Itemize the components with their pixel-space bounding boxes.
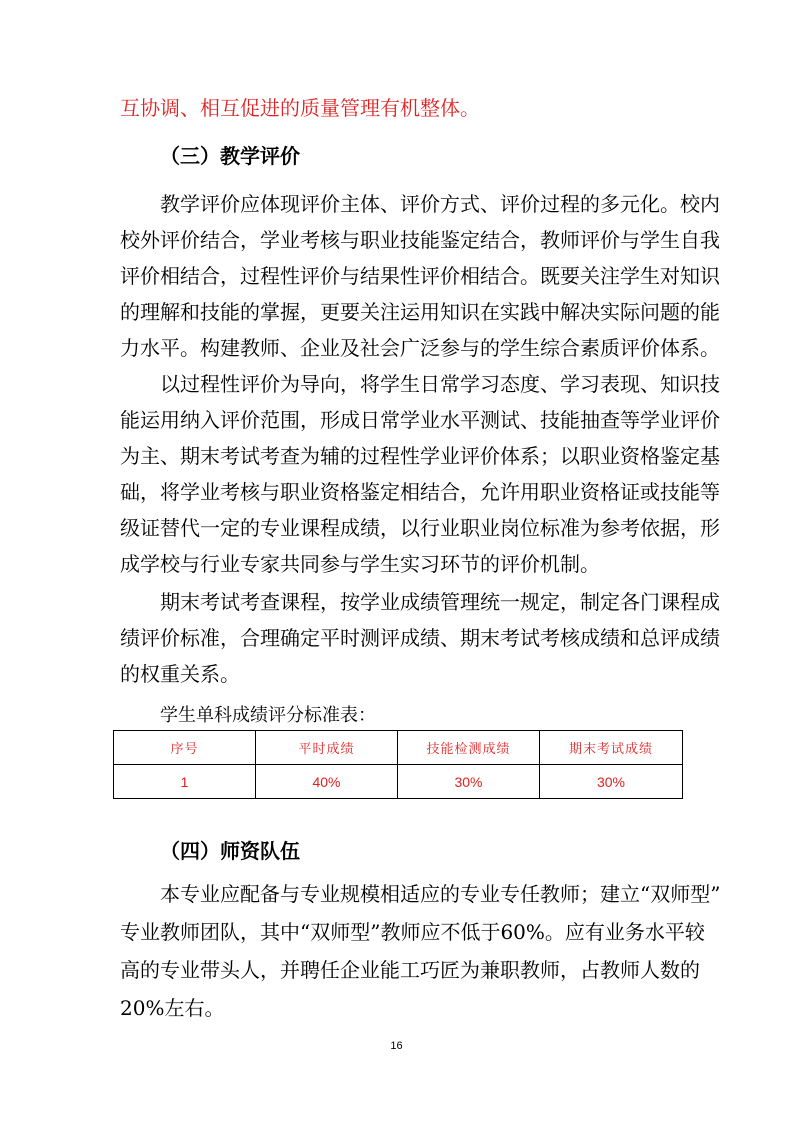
table-cell: 40%	[256, 765, 398, 799]
paragraph-line: 以过程性评价为导向，将学生日常学习态度、学习表现、知识技	[160, 372, 720, 396]
table-caption: 学生单科成绩评分标准表：	[160, 705, 376, 726]
table-cell: 30%	[398, 765, 540, 799]
paragraph-line: 力水平。构建教师、企业及社会广泛参与的学生综合素质评价体系。	[120, 336, 720, 360]
header-cell-final: 期末考试成绩	[540, 731, 683, 765]
table-cell: 30%	[540, 765, 683, 799]
paragraph-line: 能运用纳入评价范围，形成日常学业水平测试、技能抽查等学业评价	[120, 408, 720, 432]
paragraph-line: 的权重关系。	[120, 662, 240, 686]
intro-red-line: 互协调、相互促进的质量管理有机整体。	[120, 96, 480, 120]
paragraph-line: 的理解和技能的掌握，更要关注运用知识在实践中解决实际问题的能	[120, 300, 720, 324]
paragraph-line: 校外评价结合，学业考核与职业技能鉴定结合，教师评价与学生自我	[120, 228, 720, 252]
header-cell-skill: 技能检测成绩	[398, 731, 540, 765]
section3-heading: （三）教学评价	[160, 144, 300, 168]
table-cell: 1	[114, 765, 256, 799]
paragraph-line: 专业教师团队，其中“双师型”教师应不低于60%。应有业务水平较	[120, 920, 705, 944]
paragraph-line: 20%左右。	[120, 996, 225, 1020]
paragraph-line: 级证替代一定的专业课程成绩，以行业职业岗位标准为参考依据，形	[120, 516, 720, 540]
table-row	[114, 765, 683, 799]
header-cell-daily: 平时成绩	[256, 731, 398, 765]
paragraph-line: 高的专业带头人，并聘任企业能工巧匠为兼职教师，占教师人数的	[120, 958, 700, 982]
paragraph-line: 评价相结合，过程性评价与结果性评价相结合。既要关注学生对知识	[120, 264, 720, 288]
paragraph-line: 期末考试考查课程，按学业成绩管理统一规定，制定各门课程成	[160, 590, 720, 614]
paragraph-line: 教学评价应体现评价主体、评价方式、评价过程的多元化。校内	[160, 192, 720, 216]
paragraph-line: 成学校与行业专家共同参与学生实习环节的评价机制。	[120, 552, 600, 576]
grade-standard-table	[113, 730, 683, 799]
table-header-row	[114, 731, 683, 765]
paragraph-line: 为主、期末考试考查为辅的过程性学业评价体系；以职业资格鉴定基	[120, 444, 720, 468]
paragraph-line: 绩评价标准，合理确定平时测评成绩、期末考试考核成绩和总评成绩	[120, 626, 720, 650]
page-number: 16	[390, 1040, 403, 1052]
paragraph-line: 础，将学业考核与职业资格鉴定相结合，允许用职业资格证或技能等	[120, 480, 720, 504]
section4-heading: （四）师资队伍	[160, 839, 300, 863]
header-cell-index: 序号	[114, 731, 256, 765]
paragraph-line: 本专业应配备与专业规模相适应的专业专任教师；建立“双师型”	[160, 882, 721, 906]
